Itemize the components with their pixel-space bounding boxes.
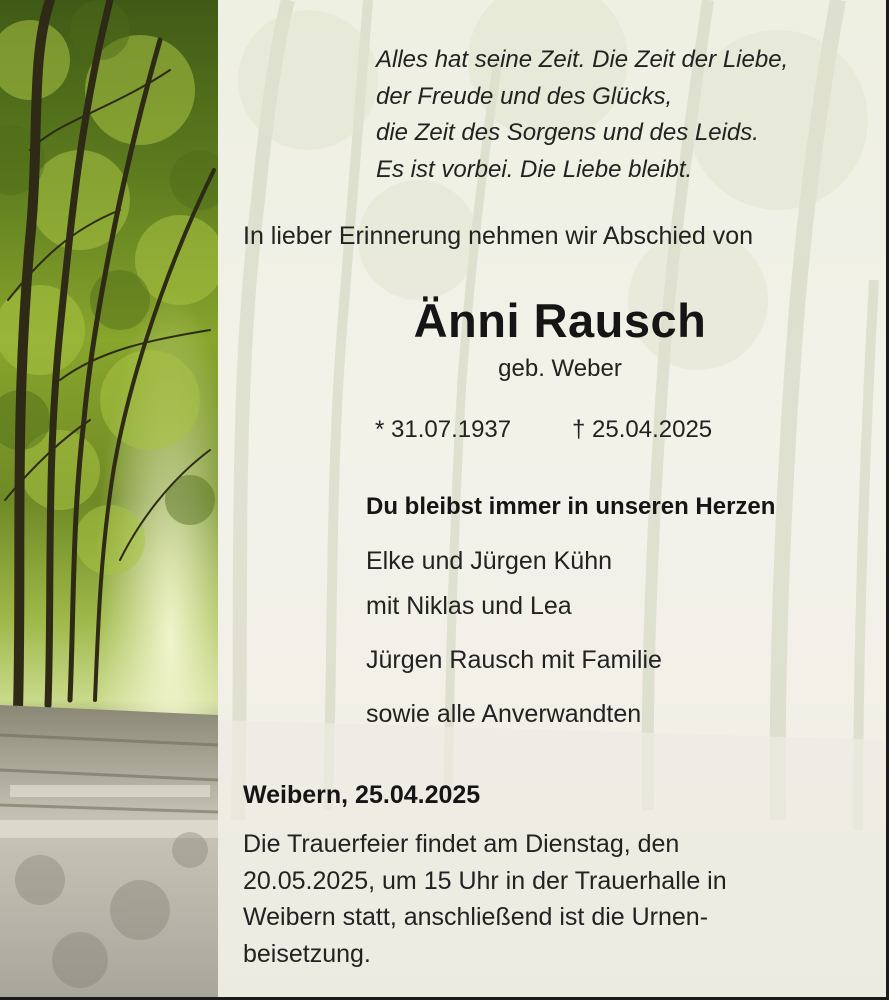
maiden-name: geb. Weber <box>498 355 622 382</box>
funeral-notice-line: beisetzung. <box>243 939 371 968</box>
poem-line: Alles hat seine Zeit. Die Zeit der Liebe, <box>376 46 789 73</box>
poem-line: der Freude und des Glücks, <box>376 82 673 110</box>
funeral-notice <box>243 826 843 972</box>
funeral-notice-line: Die Trauerfeier findet am Dienstag, den <box>243 830 680 858</box>
deceased-name: Änni Rausch <box>413 294 707 347</box>
mourner-line: Jürgen Rausch mit Familie <box>366 646 662 674</box>
forest-photo <box>0 0 218 1000</box>
funeral-notice-line: Weibern statt, anschließend ist die Urnen- <box>243 903 709 931</box>
intro-text: In lieber Erinnerung nehmen wir Abschied von <box>243 222 754 250</box>
birth-date: * 31.07.1937 <box>375 416 512 443</box>
funeral-notice-line: 20.05.2025, um 15 Uhr in der Trauerhalle in <box>243 866 727 895</box>
memorial-poem <box>376 42 856 188</box>
death-date: † 25.04.2025 <box>572 416 713 443</box>
mourner-line: mit Niklas und Lea <box>366 592 572 620</box>
motto: Du bleibst immer in unseren Herzen <box>366 493 776 520</box>
place-and-date: Weibern, 25.04.2025 <box>243 781 481 809</box>
poem-line: die Zeit des Sorgens und des Leids. <box>376 119 759 146</box>
mourner-line: Elke und Jürgen Kühn <box>366 547 613 575</box>
mourner-line: sowie alle Anverwandten <box>366 700 642 728</box>
poem-line: Es ist vorbei. Die Liebe bleibt. <box>376 155 693 183</box>
